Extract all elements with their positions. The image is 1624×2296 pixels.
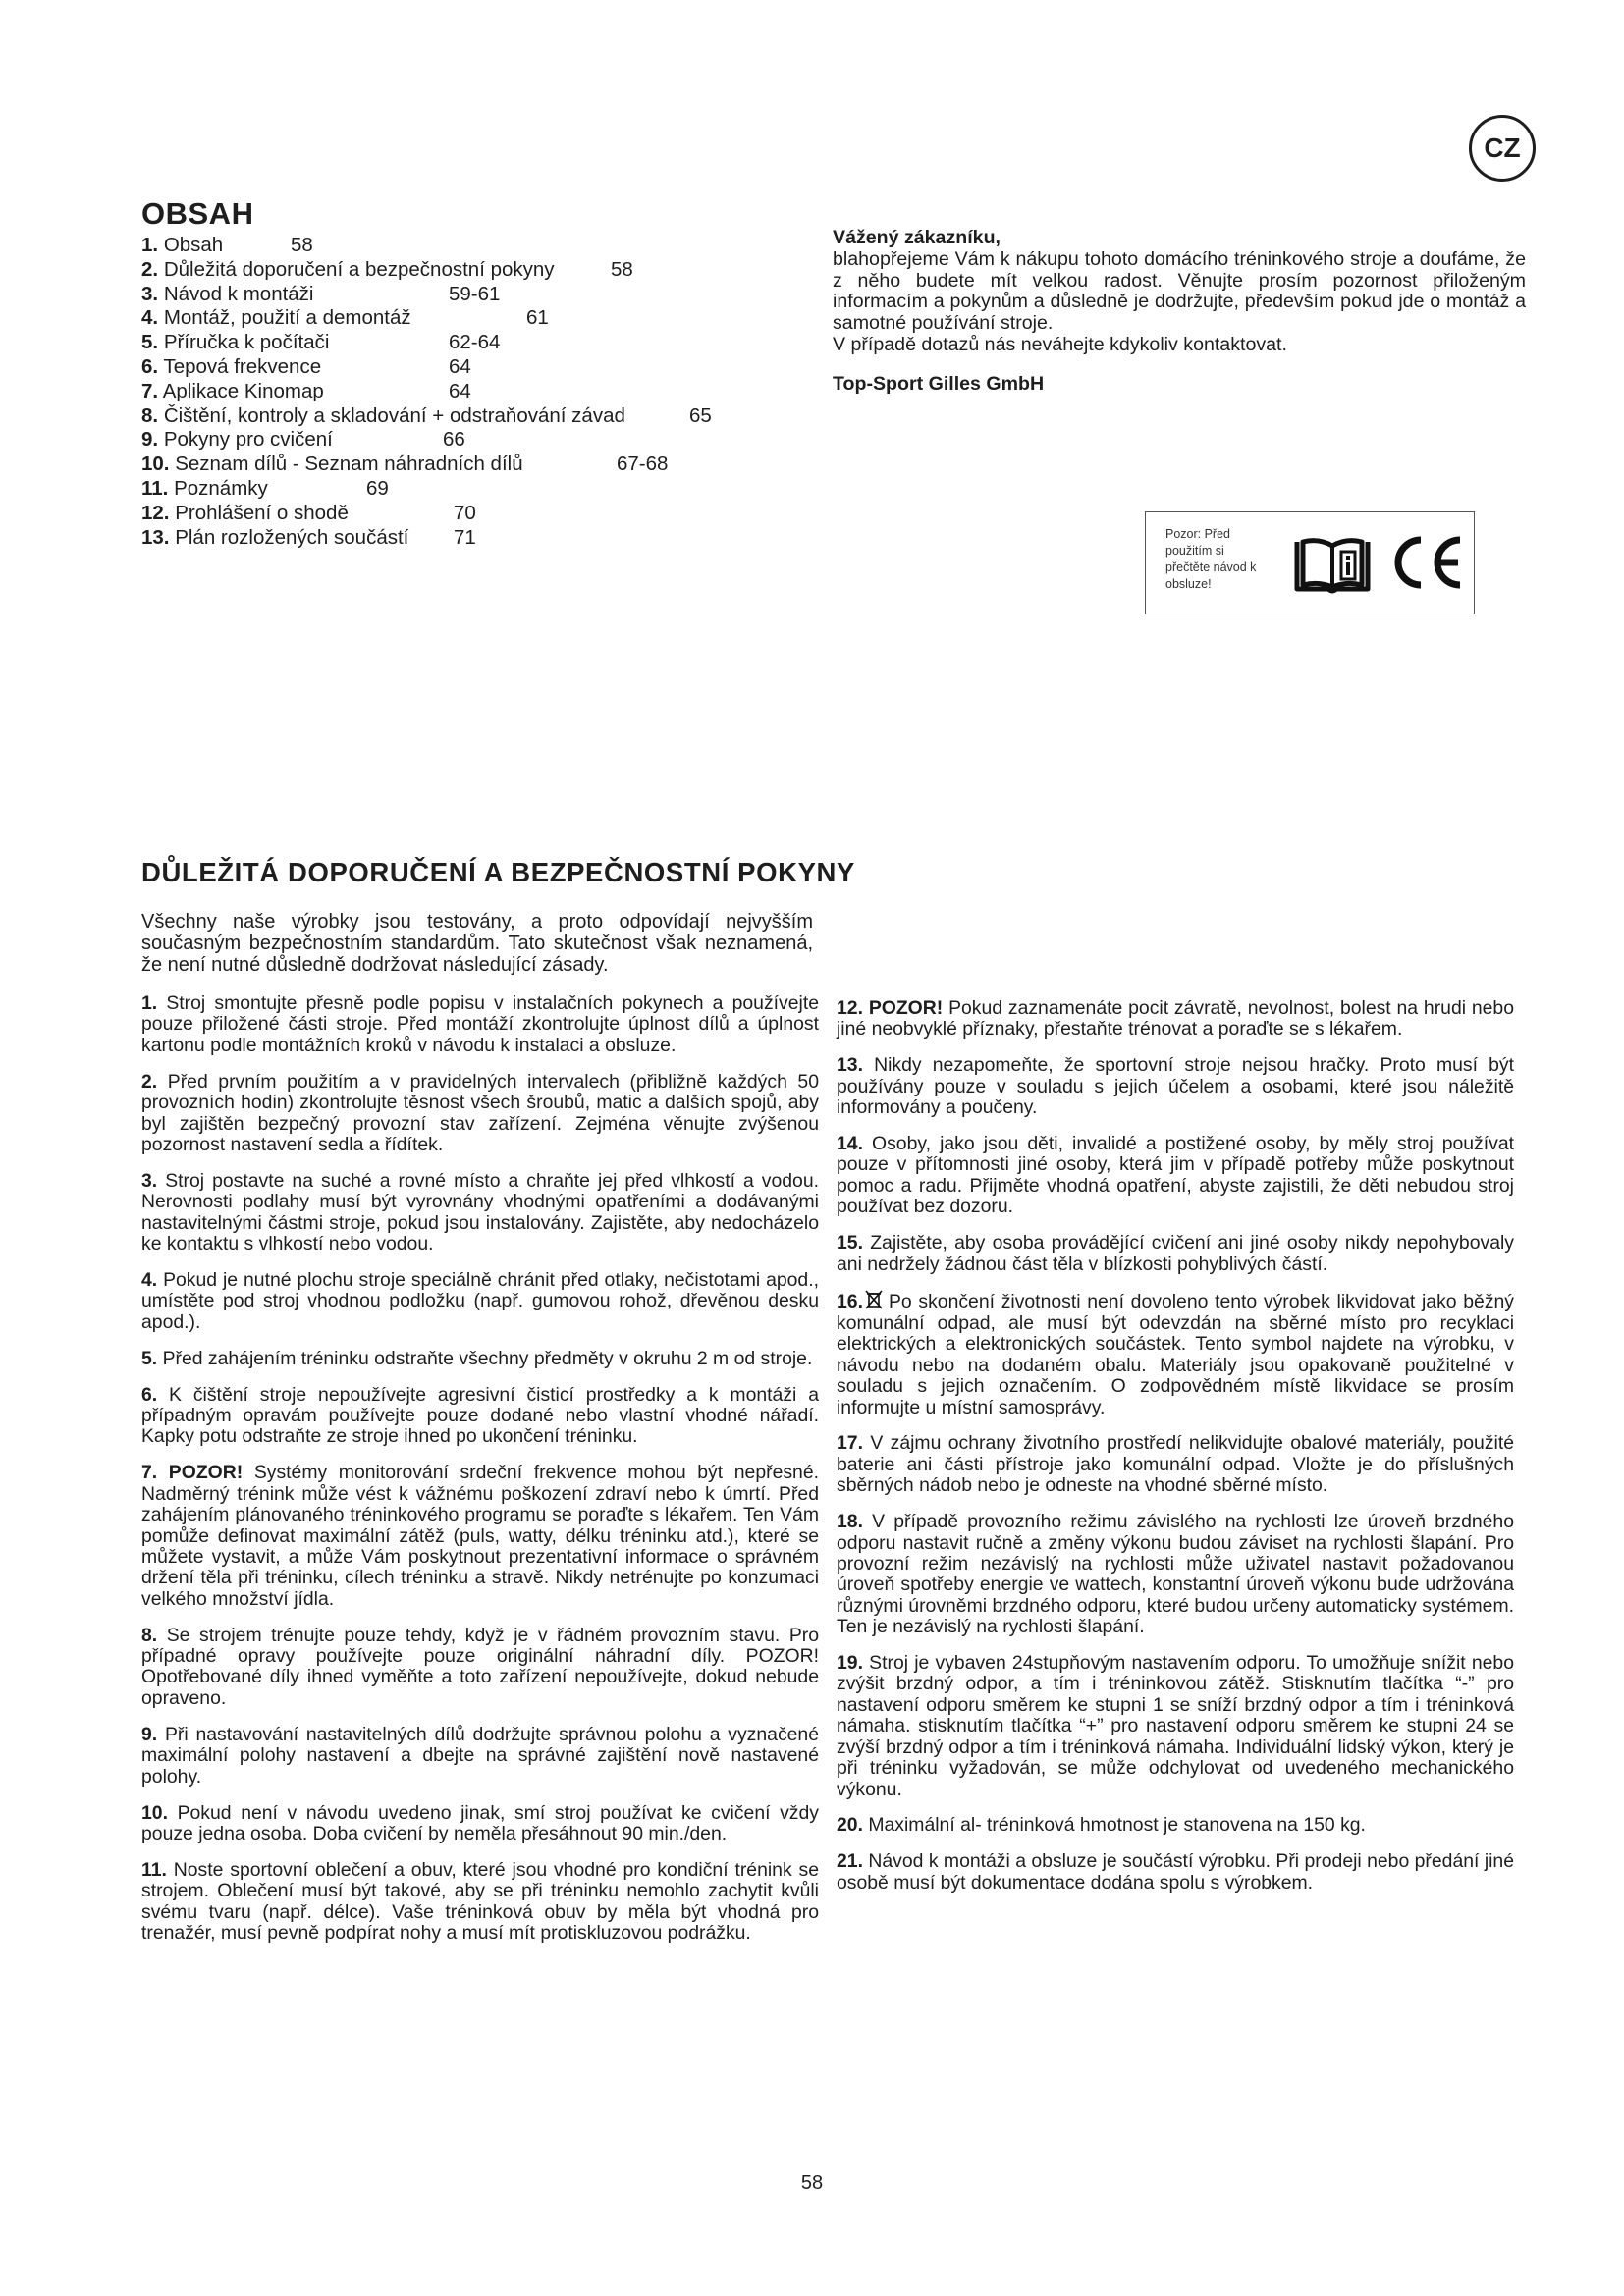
language-badge: CZ: [1469, 115, 1536, 182]
safety-item: 14. Osoby, jako jsou děti, invalidé a postižené osoby, by měly stroj používat pouze v přítomnosti jiné osoby, která jim v případě potřeby může poskytnout pomoc a radu. Přijměte vhodná opatření, abyste zajistili, že děti nebudou stroj používat bez dozoru.: [837, 1133, 1514, 1218]
safety-item: 8. Se strojem trénujte pouze tehdy, když je v řádném provozním stavu. Pro případné opravy používejte pouze originální náhradní díly. POZOR! Opotřebované díly ihned vyměňte a toto zařízení nepoužívejte, dokud nebude opraveno.: [141, 1624, 820, 1709]
toc-item: 12. Prohlášení o shodě 70: [141, 501, 476, 524]
page-number: 58: [800, 2172, 824, 2194]
safety-item: 5. Před zahájením tréninku odstraňte všechny předměty v okruhu 2 m od stroje.: [141, 1347, 813, 1369]
ce-mark-icon: [1385, 530, 1464, 595]
safety-item: 7. POZOR! Systémy monitorování srdeční frekvence mohou být nepřesné. Nadměrný trénink může vést k vážnému poškození zdraví nebo k úmrtí. Před zahájením plánovaného tréninkového programu se poraďte s lékařem. Ten Vám pomůže definovat maximální zátěž (puls, watty, délku tréninku atd.), které se můžete vystavit, a může Vám poskytnout prezentativní informace o správném držení těla při tréninku, cílech tréninku a stravě. Nikdy netrénujte po konzumaci velkého množství jídla.: [141, 1462, 820, 1610]
safety-intro: Všechny naše výrobky jsou testovány, a proto odpovídají nejvyšším současným bezpečnostním standardům. Tato skutečnost však neznamená, že není nutné důsledně dodržovat následující zásady.: [141, 911, 813, 976]
toc-item: 6. Tepová frekvence 64: [141, 354, 471, 378]
safety-item: 9. Při nastavování nastavitelných dílů dodržujte správnou polohu a vyznačené maximální polohy nastavení a dbejte na správné zajištění nově nastavené polohy.: [141, 1723, 819, 1788]
safety-item: 16. Po skončení životnosti není dovoleno tento výrobek likvidovat jako běžný komunální odpad, ale musí být odevzdán na sběrné místo pro recyklaci elektrických a elektronických součástek. Tento symbol najdete na výrobku, v návodu nebo na dodaném obalu. Materiály jsou opakovaně použitelné v souladu s jejich označením. O zodpovědném místě likvidace se prosím informujte u místní samosprávy.: [837, 1291, 1514, 1418]
safety-column-right: [837, 998, 1514, 1909]
safety-item: 1. Stroj smontujte přesně podle popisu v instalačních pokynech a používejte pouze přiložené části stroje. Před montáží zkontrolujte úplnost dílů a úplnost kartonu podle montážních kroků v návodu k instalaci a obsluze.: [141, 992, 820, 1056]
toc-item: 9. Pokyny pro cvičení 66: [141, 428, 465, 452]
toc-item: 2. Důležitá doporučení a bezpečnostní pokyny 58: [141, 257, 633, 281]
manual-book-info-icon: [1293, 532, 1372, 595]
greeting-body: blahopřejeme Vám k nákupu tohoto domácího tréninkového stroje a doufáme, že z něho budete mít velkou radost. Věnujte prosím pozornost přiloženým informacím a pokynům a důsledně je dodržujte, především pokud jde o montáž a samotné používání stroje.: [833, 247, 1526, 335]
safety-item: 11. Noste sportovní oblečení a obuv, které jsou vhodné pro kondiční trénink se strojem. Oblečení musí být takové, aby se při tréninku nemohlo zachytit kvůli svému tvaru (např. délce). Vaše tréninková obuv by měla být vhodná pro trenažér, musí pevně podpírat nohy a musí mít protiskluzovou podrážku.: [141, 1858, 819, 1945]
safety-item: 18. V případě provozního režimu závislého na rychlosti lze úroveň brzdného odporu nastavit ručně a změny výkonu budou záviset na rychlosti šlapání. Pro provozní režim nezávislý na rychlosti může uživatel nastavit požadovanou úroveň spotřeby energie ve wattech, konstantní úroveň výkonu bude udržována různými úrovněmi brzdného odporu, které budou určeny automaticky systémem. Ten je nezávislý na rychlosti šlapání.: [837, 1511, 1515, 1638]
read-manual-notice: [1145, 511, 1475, 614]
toc-item: 3. Návod k montáži 59-61: [141, 282, 501, 305]
safety-item: 20. Maximální al- tréninková hmotnost je stanovena na 150 kg.: [837, 1814, 1366, 1837]
salutation: Vážený zákazníku,: [833, 227, 1001, 248]
safety-item: 15. Zajistěte, aby osoba provádějící cvičení ani jiné osoby nikdy nepohybovaly ani nedržely žádnou část těla v blízkosti pohyblivých částí.: [837, 1232, 1514, 1275]
safety-item: 13. Nikdy nezapomeňte, že sportovní stroje nejsou hračky. Proto musí být používány pouze v souladu s jejich účelem a osobami, které jsou náležitě informovány a poučeny.: [837, 1054, 1514, 1119]
safety-section-title: DŮLEŽITÁ DOPORUČENÍ A BEZPEČNOSTNÍ POKYNY: [141, 857, 855, 887]
greeting-contact: V případě dotazů nás neváhejte kdykoliv kontaktovat.: [833, 333, 1287, 355]
crossed-bin-icon: [865, 1290, 883, 1309]
safety-column-left: [141, 993, 819, 1959]
customer-greeting: [833, 228, 1526, 396]
toc-item: 4. Montáž, použití a demontáž 61: [141, 306, 549, 330]
toc-item: 10. Seznam dílů - Seznam náhradních dílů 67-68: [141, 453, 669, 476]
safety-item: 3. Stroj postavte na suché a rovné místo a chraňte jej před vlhkostí a vodou. Nerovnosti podlahy musí být vyrovnány vhodnými opatřeními a dodávanými nastavitelnými částmi stroje, pokud jsou instalovány. Zajistěte, aby nedocházelo ke kontaktu s vlhkostí nebo vodou.: [141, 1169, 819, 1255]
safety-item: 17. V zájmu ochrany životního prostředí nelikvidujte obalové materiály, použité baterie ani části přístroje jako komunální odpad. Vložte je do příslušných sběrných nádob nebo je odneste na vhodné sběrné místo.: [837, 1432, 1514, 1497]
safety-item: 10. Pokud není v návodu uvedeno jinak, smí stroj používat ke cvičení vždy pouze jedna osoba. Doba cvičení by neměla přesáhnout 90 min./den.: [141, 1801, 819, 1844]
safety-item: 2. Před prvním použitím a v pravidelných intervalech (přibližně každých 50 provozních hodin) zkontrolujte těsnost všech šroubů, matic a dalších spojů, aby byl zajištěn bezpečný provozní stav zařízení. Zejména věnujte zvýšenou pozornost nastavení sedla a řídítek.: [141, 1070, 819, 1155]
toc-item: 13. Plán rozložených součástí 71: [141, 525, 476, 549]
toc-item: 11. Poznámky 69: [141, 476, 389, 500]
toc-item: 7. Aplikace Kinomap 64: [141, 379, 471, 402]
company-signature: Top-Sport Gilles GmbH: [833, 372, 1045, 395]
toc-item: 1. Obsah 58: [141, 234, 313, 256]
safety-item: 21. Návod k montáži a obsluze je součástí výrobku. Při prodeji nebo předání jiné osobě musí být dokumentace dodána spolu s výrobkem.: [837, 1850, 1514, 1894]
toc-item: 8. Čištění, kontroly a skladování + odstraňování závad 65: [141, 403, 712, 427]
toc-item: 5. Příručka k počítači 62-64: [141, 331, 501, 354]
table-of-contents: [141, 196, 809, 550]
safety-item: 4. Pokud je nutné plochu stroje speciálně chránit před otlaky, nečistotami apod., umístěte pod stroj vhodnou podložku (např. gumovou rohož, dřevěnou desku apod.).: [141, 1268, 819, 1333]
safety-item: 19. Stroj je vybaven 24stupňovým nastavením odporu. To umožňuje snížit nebo zvýšit brzdný odpor, a tím i tréninkovou zátěž. Stisknutím tlačítka “-” pro nastavení odporu směrem ke stupni 1 se sníží brzdný odpor a tím i tréninková námaha. stisknutím tlačítka “+” pro nastavení odporu směrem ke stupni 24 se zvýší brzdný odpor a tím i tréninková námaha. Individuální lidský výkon, který je při tréninku vyžadován, se může odchylovat od uvedeného mechanického výkonu.: [837, 1652, 1515, 1800]
toc-title: OBSAH: [141, 196, 254, 231]
safety-item: 12. POZOR! Pokud zaznamenáte pocit závratě, nevolnost, bolest na hrudi nebo jiné neobvyklé příznaky, přestaňte trénovat a poraďte se s lékařem.: [837, 997, 1515, 1041]
safety-item: 6. K čištění stroje nepoužívejte agresivní čisticí prostředky a k montáži a případným opravám používejte pouze dodané nebo vlastní vhodné nářadí. Kapky potu odstraňte ze stroje ihned po ukončení tréninku.: [141, 1383, 819, 1448]
notice-text: Pozor: Před použitím si přečtěte návod k obsluze!: [1165, 527, 1257, 591]
